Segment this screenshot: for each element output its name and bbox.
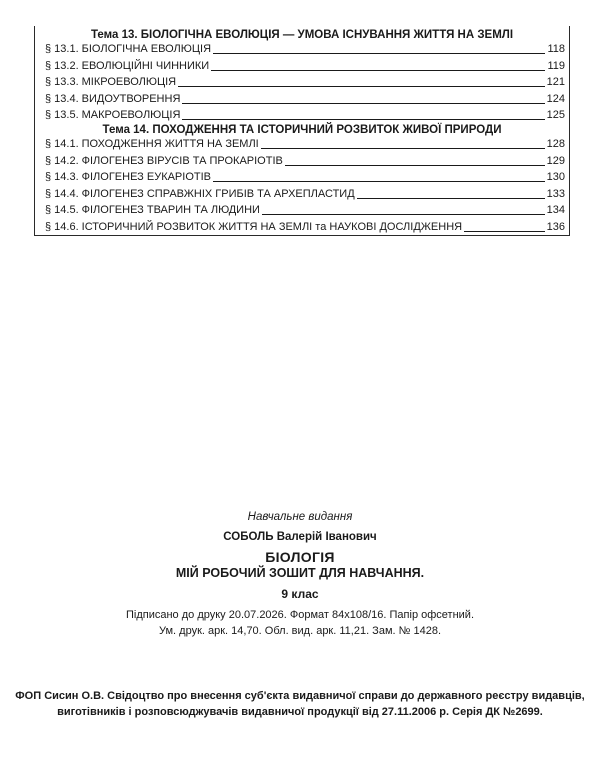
- toc-entry: [45, 186, 565, 202]
- toc-entry-page: 118: [547, 43, 565, 55]
- toc-leader-line: [357, 198, 545, 199]
- toc-leader-line: [285, 165, 545, 166]
- toc-entry-number: § 14.3.: [45, 171, 79, 183]
- topic-label: Тема 13.: [90, 29, 138, 41]
- toc-entry-title: ФІЛОГЕНЕЗ ВІРУСІВ ТА ПРОКАРІОТІВ: [81, 154, 283, 167]
- author-surname: СОБОЛЬ: [223, 531, 274, 543]
- toc-entry-number: § 14.6.: [45, 220, 79, 233]
- topic-title: ПОХОДЖЕННЯ ТА ІСТОРИЧНИЙ РОЗВИТОК ЖИВОЇ ПРИРОДИ: [152, 124, 502, 136]
- toc-leader-line: [464, 231, 545, 232]
- toc-entry-title: МІКРОЕВОЛЮЦІЯ: [81, 76, 177, 88]
- toc-entry-number: § 14.1.: [45, 138, 79, 150]
- toc-entry: [45, 41, 565, 57]
- toc-entry: [45, 219, 565, 235]
- toc-entry: [45, 136, 565, 152]
- toc-entry: [45, 202, 565, 218]
- author-given-name: Валерій Іванович: [276, 531, 377, 543]
- table-of-contents: [34, 26, 570, 236]
- toc-entry-page: 128: [546, 138, 565, 150]
- toc-entry-page: 125: [546, 109, 565, 121]
- publisher-info-line: ФОП Сисин О.В. Свідоцтво про внесення суб'єкта видавничої справи до державного реєстру видавців,: [15, 690, 585, 702]
- toc-entry: [45, 169, 565, 185]
- toc-leader-line: [182, 119, 544, 120]
- toc-entry-title: ПОХОДЖЕННЯ ЖИТТЯ НА ЗЕМЛІ: [81, 138, 259, 150]
- book-title: БІОЛОГІЯ: [265, 549, 335, 565]
- toc-entry-title: БІОЛОГІЧНА ЕВОЛЮЦІЯ: [81, 43, 212, 55]
- toc-leader-line: [182, 103, 544, 104]
- toc-entry-title: ФІЛОГЕНЕЗ СПРАВЖНІХ ГРИБІВ ТА АРХЕПЛАСТИД: [81, 187, 355, 200]
- toc-entry-title: ВИДОУТВОРЕННЯ: [81, 92, 181, 105]
- toc-leader-line: [213, 53, 545, 54]
- toc-entry-page: 124: [546, 92, 565, 105]
- toc-entry-page: 121: [546, 76, 565, 88]
- print-info-line: Підписано до друку 20.07.2026. Формат 84х108/16. Папір офсетний.: [126, 609, 474, 621]
- topic-heading: [35, 28, 569, 42]
- toc-entry-title: МАКРОЕВОЛЮЦІЯ: [81, 109, 181, 121]
- toc-entry-page: 119: [547, 59, 565, 72]
- toc-entry-page: 134: [546, 204, 565, 216]
- toc-entry-title: ФІЛОГЕНЕЗ ТВАРИН ТА ЛЮДИНИ: [81, 204, 260, 216]
- toc-entry-title: ЕВОЛЮЦІЙНІ ЧИННИКИ: [81, 59, 210, 72]
- publisher-info-line: виготівників і розповсюджувачів видавничої продукції від 27.11.2006 р. Серія ДК №2699.: [57, 706, 543, 718]
- toc-entry-number: § 13.5.: [45, 109, 79, 121]
- toc-entry-number: § 13.1.: [45, 43, 79, 55]
- toc-entry: [45, 74, 565, 90]
- toc-entry-title: ФІЛОГЕНЕЗ ЕУКАРІОТІВ: [81, 171, 211, 183]
- toc-entry-number: § 14.4.: [45, 187, 79, 200]
- toc-entry-title: ІСТОРИЧНИЙ РОЗВИТОК ЖИТТЯ НА ЗЕМЛІ та НАУКОВІ ДОСЛІДЖЕННЯ: [81, 220, 463, 233]
- toc-entry-number: § 13.3.: [45, 76, 79, 88]
- grade: 9 клас: [281, 587, 319, 601]
- author: [0, 531, 600, 543]
- toc-leader-line: [211, 70, 545, 71]
- toc-entry-number: § 14.5.: [45, 204, 79, 216]
- toc-entry-page: 129: [546, 154, 565, 167]
- book-subtitle: МІЙ РОБОЧИЙ ЗОШИТ ДЛЯ НАВЧАННЯ.: [175, 566, 425, 580]
- toc-leader-line: [213, 181, 545, 182]
- toc-entry: [45, 153, 565, 169]
- toc-entry-page: 130: [546, 171, 565, 183]
- topic-title: БІОЛОГІЧНА ЕВОЛЮЦІЯ — УМОВА ІСНУВАННЯ ЖИТТЯ НА ЗЕМЛІ: [140, 29, 514, 41]
- toc-entry: [45, 107, 565, 123]
- print-info-line: Ум. друк. арк. 14,70. Обл. вид. арк. 11,21. Зам. № 1428.: [158, 625, 442, 637]
- toc-entry-number: § 13.4.: [45, 92, 79, 105]
- toc-entry-number: § 14.2.: [45, 154, 79, 167]
- topic-label: Тема 14.: [102, 124, 150, 136]
- toc-leader-line: [262, 214, 545, 215]
- toc-entry-page: 133: [546, 187, 565, 200]
- toc-leader-line: [261, 148, 545, 149]
- toc-leader-line: [178, 86, 545, 87]
- toc-entry: [45, 58, 565, 74]
- toc-entry-page: 136: [546, 220, 565, 233]
- edition-type: Навчальне видання: [247, 511, 353, 523]
- toc-entry-number: § 13.2.: [45, 59, 79, 72]
- topic-heading: [35, 123, 569, 137]
- toc-entry: [45, 91, 565, 107]
